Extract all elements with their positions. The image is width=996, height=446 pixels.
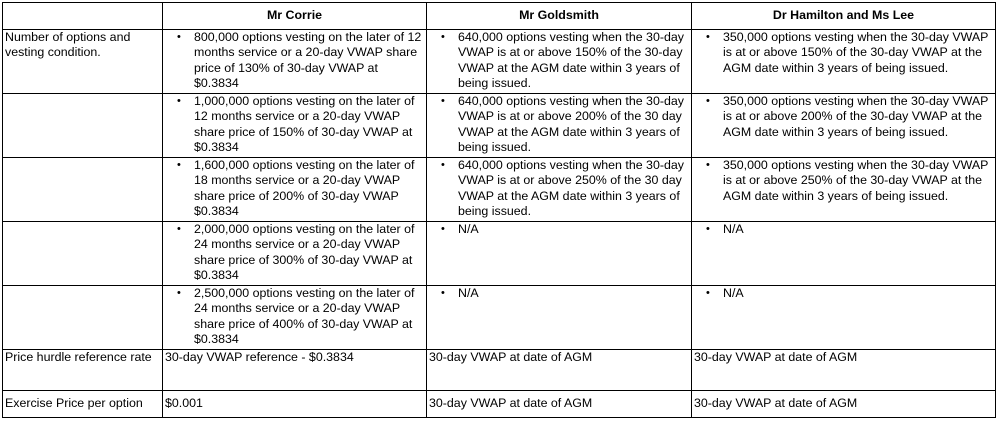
table-row: [3, 350, 996, 391]
table-row: [3, 222, 996, 286]
table-cell: [692, 94, 996, 158]
bullet-item: • 350,000 options vesting when the 30-day VWAP is at or above 150% of the 30-day VWAP at the AGM date within 3 years of being issued.: [694, 30, 993, 76]
table-cell: [427, 30, 692, 94]
table-row: [3, 286, 996, 350]
table-cell: 30-day VWAP at date of AGM: [692, 391, 996, 418]
bullet-item: • 350,000 options vesting when the 30-day VWAP is at or above 250% of the 30-day VWAP at the AGM date within 3 years of being issued.: [694, 158, 993, 204]
row-label: Price hurdle reference rate: [3, 350, 163, 391]
table-cell: 30-day VWAP at date of AGM: [692, 350, 996, 391]
row-label: [3, 94, 163, 158]
bullet-item: • 1,600,000 options vesting on the later of 18 months service or a 20-day VWAP share price of 200% of 30-day VWAP $0.3834: [165, 158, 424, 220]
header-cell-blank: [3, 3, 163, 30]
table-row: [3, 158, 996, 222]
bullet-item: • N/A: [694, 286, 993, 301]
bullet-item: • 350,000 options vesting when the 30-day VWAP is at or above 200% of the 30-day VWAP at the AGM date within 3 years of being issued.: [694, 94, 993, 140]
table-cell: [427, 94, 692, 158]
table-cell: [163, 94, 427, 158]
bullet-item: • 640,000 options vesting when the 30-day VWAP is at or above 200% of the 30 day VWAP at the AGM date within 3 years of being issued.: [429, 94, 689, 156]
bullet-item: • 1,000,000 options vesting on the later of 12 months service or a 20-day VWAP share price of 150% of 30-day VWAP at $0.3834: [165, 94, 424, 156]
row-label: Number of options and vesting condition.: [3, 30, 163, 94]
header-cell-mr-corrie: Mr Corrie: [163, 3, 427, 30]
row-label: Exercise Price per option: [3, 391, 163, 418]
table-cell: [692, 222, 996, 286]
table-cell: [163, 286, 427, 350]
bullet-item: • N/A: [429, 286, 689, 301]
table-cell: [427, 158, 692, 222]
table-cell: [427, 286, 692, 350]
table-row: [3, 30, 996, 94]
row-label: [3, 222, 163, 286]
bullet-item: • 640,000 options vesting when the 30-day VWAP is at or above 150% of the 30-day VWAP at the AGM date within 3 years of being issued.: [429, 30, 689, 92]
table-cell: [427, 222, 692, 286]
bullet-item: • N/A: [429, 222, 689, 237]
table-cell: [163, 222, 427, 286]
bullet-item: • 2,500,000 options vesting on the later of 24 months service or a 20-day VWAP share price of 400% of 30-day VWAP at $0.3834: [165, 286, 424, 348]
header-cell-hamilton-lee: Dr Hamilton and Ms Lee: [692, 3, 996, 30]
table-cell: 30-day VWAP at date of AGM: [427, 391, 692, 418]
bullet-item: • 640,000 options vesting when the 30-day VWAP is at or above 250% of the 30 day VWAP at the AGM date within 3 years of being issued.: [429, 158, 689, 220]
table-cell: [692, 30, 996, 94]
table-row: [3, 94, 996, 158]
options-table: [2, 2, 996, 418]
table-cell: 30-day VWAP reference - $0.3834: [163, 350, 427, 391]
header-row: [3, 3, 996, 30]
table-cell: [163, 30, 427, 94]
bullet-item: • 800,000 options vesting on the later of 12 months service or a 20-day VWAP share price of 130% of 30-day VWAP at $0.3834: [165, 30, 424, 92]
table-cell: [692, 286, 996, 350]
bullet-item: • 2,000,000 options vesting on the later of 24 months service or a 20-day VWAP share price of 300% of 30-day VWAP at $0.3834: [165, 222, 424, 284]
table-cell: $0.001: [163, 391, 427, 418]
row-label: [3, 158, 163, 222]
table-cell: [163, 158, 427, 222]
table-cell: [692, 158, 996, 222]
table-cell: 30-day VWAP at date of AGM: [427, 350, 692, 391]
bullet-item: • N/A: [694, 222, 993, 237]
table-row: [3, 391, 996, 418]
header-cell-mr-goldsmith: Mr Goldsmith: [427, 3, 692, 30]
row-label: [3, 286, 163, 350]
